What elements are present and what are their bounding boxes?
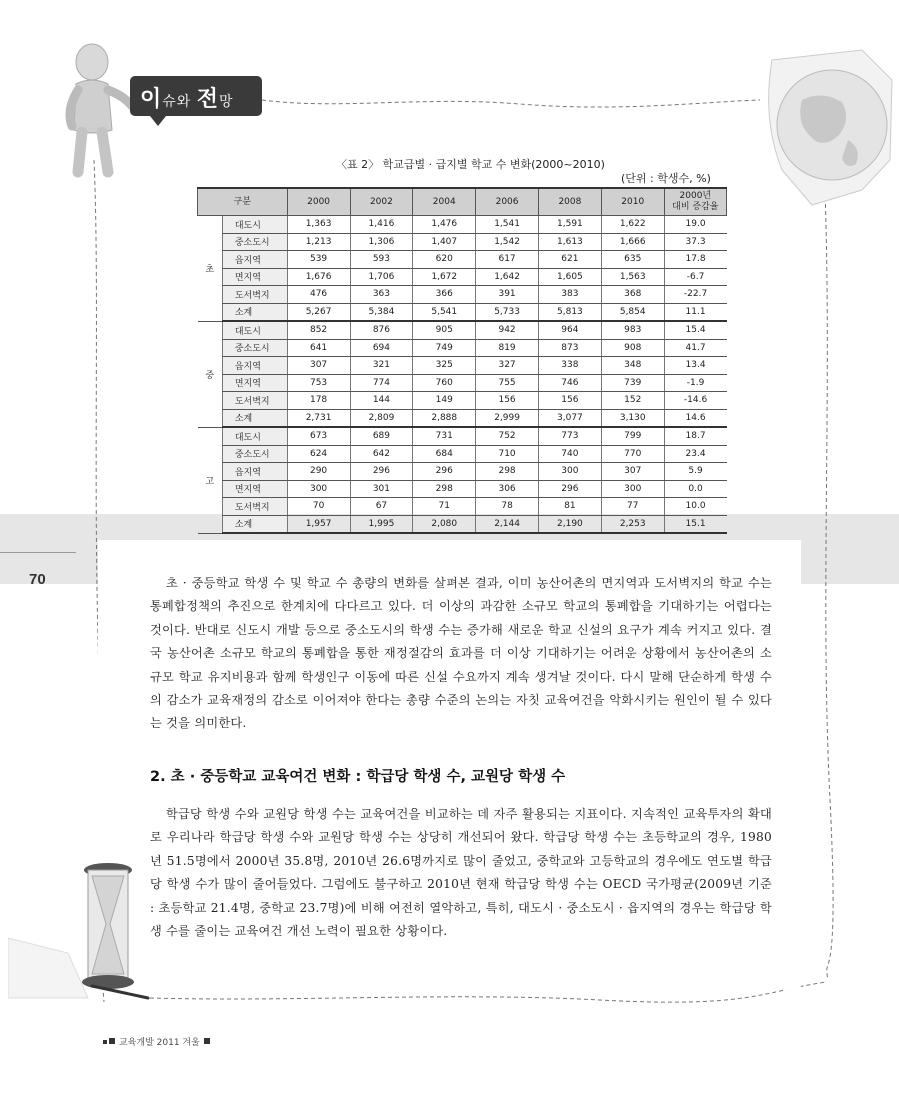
table-cell: 296 <box>413 463 476 481</box>
row-label: 소계 <box>222 515 287 533</box>
header-category: 구분 <box>198 188 288 216</box>
table-cell: 152 <box>601 392 664 410</box>
table-cell: 1,995 <box>350 515 413 533</box>
table-cell: 5,384 <box>350 303 413 321</box>
table-cell: 5.9 <box>664 463 726 481</box>
table-cell: 760 <box>413 374 476 392</box>
table-header-row <box>198 188 727 216</box>
table-row <box>198 374 727 392</box>
row-label: 소계 <box>222 303 287 321</box>
table-cell: 3,130 <box>601 409 664 427</box>
body-paragraph-2: 학급당 학생 수와 교원당 학생 수는 교육여건을 비교하는 데 자주 활용되는 지표이다. 지속적인 교육투자의 확대로 우리나라 학급당 학생 수와 교원당 학생 수는 상당히 개선되어 왔다. 학급당 학생 수는 초등학교의 경우, 1980년 51.5명에서 2000년 35.8명, 2010년 26.6명까지로 많이 줄었고, 중학교와 고등학교의 경우에도 연도별 학급당 학생 수가 많이 줄어들었다. 그럼에도 불구하고 2010년 현재 학급당 학생 수는 OECD 국가평균(2009년 기준 : 초등학교 21.4명, 중학교 23.7명)에 비해 여전히 열악하고, 특히, 대도시 · 중소도시 · 읍지역의 경우는 학급당 학생 수를 줄이는 교육여건 개선 노력이 필요한 상황이다. <box>150 807 772 939</box>
table-cell: 144 <box>350 392 413 410</box>
table-cell: 905 <box>413 321 476 339</box>
table-cell: 37.3 <box>664 233 726 251</box>
header-year: 2000 <box>287 188 350 216</box>
table-cell: 298 <box>413 480 476 498</box>
hourglass-icon <box>8 858 168 1003</box>
table-cell: 307 <box>601 463 664 481</box>
table-cell: 908 <box>601 339 664 357</box>
table-cell: 5,267 <box>287 303 350 321</box>
row-label: 도서벽지 <box>222 498 287 516</box>
row-label: 읍지역 <box>222 357 287 375</box>
table-cell: 1,476 <box>413 216 476 234</box>
table-cell: 983 <box>601 321 664 339</box>
header-year: 2004 <box>413 188 476 216</box>
table-cell: 70 <box>287 498 350 516</box>
table-cell: 383 <box>538 286 601 304</box>
table-cell: 1,672 <box>413 268 476 286</box>
table-cell: 327 <box>476 357 539 375</box>
table-cell: 78 <box>476 498 539 516</box>
table-cell: 476 <box>287 286 350 304</box>
table-cell: -6.7 <box>664 268 726 286</box>
table-cell: 876 <box>350 321 413 339</box>
body-paragraph-1: 초 · 중등학교 학생 수 및 학교 수 총량의 변화를 살펴본 결과, 이미 농산어촌의 면지역과 도서벽지의 학교 수는 통폐합정책의 추진으로 한계치에 다다르고 있다. 더 이상의 과감한 소규모 학교의 통폐합을 기대하기는 어렵다는 것이다. 반대로 신도시 개발 등으로 중소도시의 학생 수는 증가해 새로운 학교 신설의 요구가 계속 커지고 있다. 결국 농산어촌 소규모 학교의 통폐합을 통한 재정절감의 효과를 더 이상 기대하기는 어려운 상황에서 농산어촌의 소규모 학교 유지비용과 함께 학생인구 이동에 따른 신설 수요까지 계속 생겨날 것이다. 다시 말해 단순하게 학생 수의 감소가 교육재정의 감소로 이어져야 한다는 총량 수준의 논의는 자칫 교육여건을 악화시키는 원인이 될 수 있다는 것을 의미한다. <box>150 576 772 731</box>
table-cell: -1.9 <box>664 374 726 392</box>
table-cell: 325 <box>413 357 476 375</box>
table-row <box>198 303 727 321</box>
table-cell: 774 <box>350 374 413 392</box>
table-cell: 15.1 <box>664 515 726 533</box>
table-row <box>198 286 727 304</box>
table-cell: 1,676 <box>287 268 350 286</box>
table-cell: 2,999 <box>476 409 539 427</box>
table-cell: 964 <box>538 321 601 339</box>
table-cell: 2,888 <box>413 409 476 427</box>
table-cell: 1,363 <box>287 216 350 234</box>
table-row <box>198 251 727 269</box>
table-cell: 1,957 <box>287 515 350 533</box>
school-count-table <box>197 187 727 534</box>
table-cell: 10.0 <box>664 498 726 516</box>
table-unit: (단위 : 학생수, %) <box>621 172 711 185</box>
table-cell: 300 <box>601 480 664 498</box>
table-cell: 942 <box>476 321 539 339</box>
table-cell: 1,706 <box>350 268 413 286</box>
row-label: 읍지역 <box>222 463 287 481</box>
table-cell: 366 <box>413 286 476 304</box>
table-cell: 624 <box>287 445 350 463</box>
table-cell: 41.7 <box>664 339 726 357</box>
table-cell: 617 <box>476 251 539 269</box>
table-row <box>198 445 727 463</box>
section-heading: 2. 초 · 중등학교 교육여건 변화 : 학급당 학생 수, 교원당 학생 수 <box>150 769 566 785</box>
table-cell: 296 <box>538 480 601 498</box>
table-cell: 873 <box>538 339 601 357</box>
table-cell: 3,077 <box>538 409 601 427</box>
table-cell: 740 <box>538 445 601 463</box>
table-row <box>198 409 727 427</box>
row-label: 중소도시 <box>222 445 287 463</box>
badge-small-1: 슈와 <box>162 94 197 110</box>
page-footer <box>103 1035 214 1048</box>
table-cell: 298 <box>476 463 539 481</box>
group-label: 초 <box>198 216 223 322</box>
table-cell: 1,605 <box>538 268 601 286</box>
table-cell: 1,541 <box>476 216 539 234</box>
table-cell: 348 <box>601 357 664 375</box>
table-cell: 819 <box>476 339 539 357</box>
table-cell: 799 <box>601 427 664 445</box>
table-cell: 296 <box>350 463 413 481</box>
row-label: 대도시 <box>222 321 287 339</box>
table-cell: 773 <box>538 427 601 445</box>
page-number: 70 <box>29 571 46 588</box>
table-caption: 〈표 2〉 학교급별 · 급지별 학교 수 변화(2000~2010) <box>336 158 605 171</box>
table-cell: 1,613 <box>538 233 601 251</box>
table-cell: 321 <box>350 357 413 375</box>
table-row <box>198 357 727 375</box>
footer-text: 교육개발 2011 겨울 <box>119 1038 200 1048</box>
header-change-rate <box>664 188 726 216</box>
table-cell: 19.0 <box>664 216 726 234</box>
table-cell: 1,416 <box>350 216 413 234</box>
row-label: 소계 <box>222 409 287 427</box>
table-cell: 673 <box>287 427 350 445</box>
table-cell: 156 <box>538 392 601 410</box>
table-cell: 710 <box>476 445 539 463</box>
table-cell: 1,542 <box>476 233 539 251</box>
header-year: 2006 <box>476 188 539 216</box>
table-cell: 11.1 <box>664 303 726 321</box>
table-cell: 593 <box>350 251 413 269</box>
table-cell: 307 <box>287 357 350 375</box>
header-year: 2002 <box>350 188 413 216</box>
table-cell: 1,407 <box>413 233 476 251</box>
badge-big-2: 전 <box>196 87 220 112</box>
row-label: 도서벽지 <box>222 286 287 304</box>
table-cell: 2,190 <box>538 515 601 533</box>
row-label: 대도시 <box>222 216 287 234</box>
table-cell: 694 <box>350 339 413 357</box>
table-cell: 539 <box>287 251 350 269</box>
row-label: 면지역 <box>222 268 287 286</box>
row-label: 대도시 <box>222 427 287 445</box>
footer-square-icon <box>103 1040 107 1044</box>
table-cell: 156 <box>476 392 539 410</box>
table-cell: 15.4 <box>664 321 726 339</box>
table-cell: 752 <box>476 427 539 445</box>
table-row <box>198 480 727 498</box>
table-cell: 14.6 <box>664 409 726 427</box>
header-change-line2: 대비 증감율 <box>672 202 719 212</box>
table-cell: 852 <box>287 321 350 339</box>
table-cell: 300 <box>538 463 601 481</box>
table-cell: 290 <box>287 463 350 481</box>
table-row <box>198 233 727 251</box>
table-cell: 620 <box>413 251 476 269</box>
table-row <box>198 463 727 481</box>
table-cell: 2,253 <box>601 515 664 533</box>
table-cell: 17.8 <box>664 251 726 269</box>
table-cell: 18.7 <box>664 427 726 445</box>
table-cell: 621 <box>538 251 601 269</box>
table-body <box>198 216 727 534</box>
footer-square-icon <box>109 1038 115 1044</box>
table-cell: 2,809 <box>350 409 413 427</box>
table-cell: 5,813 <box>538 303 601 321</box>
table-cell: 2,080 <box>413 515 476 533</box>
table-cell: -22.7 <box>664 286 726 304</box>
header-year: 2010 <box>601 188 664 216</box>
row-label: 면지역 <box>222 480 287 498</box>
section-badge <box>130 76 262 116</box>
table-row <box>198 268 727 286</box>
table-cell: 635 <box>601 251 664 269</box>
badge-big-1: 이 <box>140 87 163 112</box>
table-cell: -14.6 <box>664 392 726 410</box>
table-row <box>198 339 727 357</box>
table-cell: 368 <box>601 286 664 304</box>
table-cell: 1,591 <box>538 216 601 234</box>
table-cell: 746 <box>538 374 601 392</box>
table-row <box>198 515 727 533</box>
table-cell: 5,541 <box>413 303 476 321</box>
table-cell: 338 <box>538 357 601 375</box>
row-label: 중소도시 <box>222 233 287 251</box>
table-cell: 13.4 <box>664 357 726 375</box>
table-cell: 0.0 <box>664 480 726 498</box>
table-cell: 2,731 <box>287 409 350 427</box>
table-cell: 749 <box>413 339 476 357</box>
table-cell: 753 <box>287 374 350 392</box>
table-cell: 306 <box>476 480 539 498</box>
row-label: 읍지역 <box>222 251 287 269</box>
table-cell: 71 <box>413 498 476 516</box>
table-cell: 641 <box>287 339 350 357</box>
table-cell: 770 <box>601 445 664 463</box>
table-cell: 731 <box>413 427 476 445</box>
table-cell: 5,733 <box>476 303 539 321</box>
table-cell: 1,213 <box>287 233 350 251</box>
table-cell: 1,666 <box>601 233 664 251</box>
table-cell: 684 <box>413 445 476 463</box>
table-cell: 5,854 <box>601 303 664 321</box>
row-label: 중소도시 <box>222 339 287 357</box>
table-row <box>198 216 727 234</box>
group-label: 중 <box>198 321 223 427</box>
table-cell: 1,622 <box>601 216 664 234</box>
table-cell: 149 <box>413 392 476 410</box>
group-label: 고 <box>198 427 223 533</box>
table-cell: 67 <box>350 498 413 516</box>
table-cell: 739 <box>601 374 664 392</box>
header-year: 2008 <box>538 188 601 216</box>
table-cell: 178 <box>287 392 350 410</box>
table-cell: 23.4 <box>664 445 726 463</box>
badge-small-2: 망 <box>219 94 234 110</box>
table-cell: 755 <box>476 374 539 392</box>
table-row <box>198 427 727 445</box>
table-cell: 1,642 <box>476 268 539 286</box>
puzzle-globe-icon <box>752 40 899 210</box>
table-row <box>198 392 727 410</box>
table-cell: 363 <box>350 286 413 304</box>
table-cell: 77 <box>601 498 664 516</box>
table-row <box>198 498 727 516</box>
table-cell: 391 <box>476 286 539 304</box>
table-cell: 301 <box>350 480 413 498</box>
row-label: 도서벽지 <box>222 392 287 410</box>
mascot-figure-icon <box>58 40 138 180</box>
table-cell: 689 <box>350 427 413 445</box>
table-row <box>198 321 727 339</box>
table-cell: 300 <box>287 480 350 498</box>
table-cell: 1,563 <box>601 268 664 286</box>
footer-square-icon <box>204 1038 210 1044</box>
table-cell: 2,144 <box>476 515 539 533</box>
table-cell: 1,306 <box>350 233 413 251</box>
table-cell: 642 <box>350 445 413 463</box>
header-change-line1: 2000년 <box>679 191 712 201</box>
row-label: 면지역 <box>222 374 287 392</box>
table-cell: 81 <box>538 498 601 516</box>
